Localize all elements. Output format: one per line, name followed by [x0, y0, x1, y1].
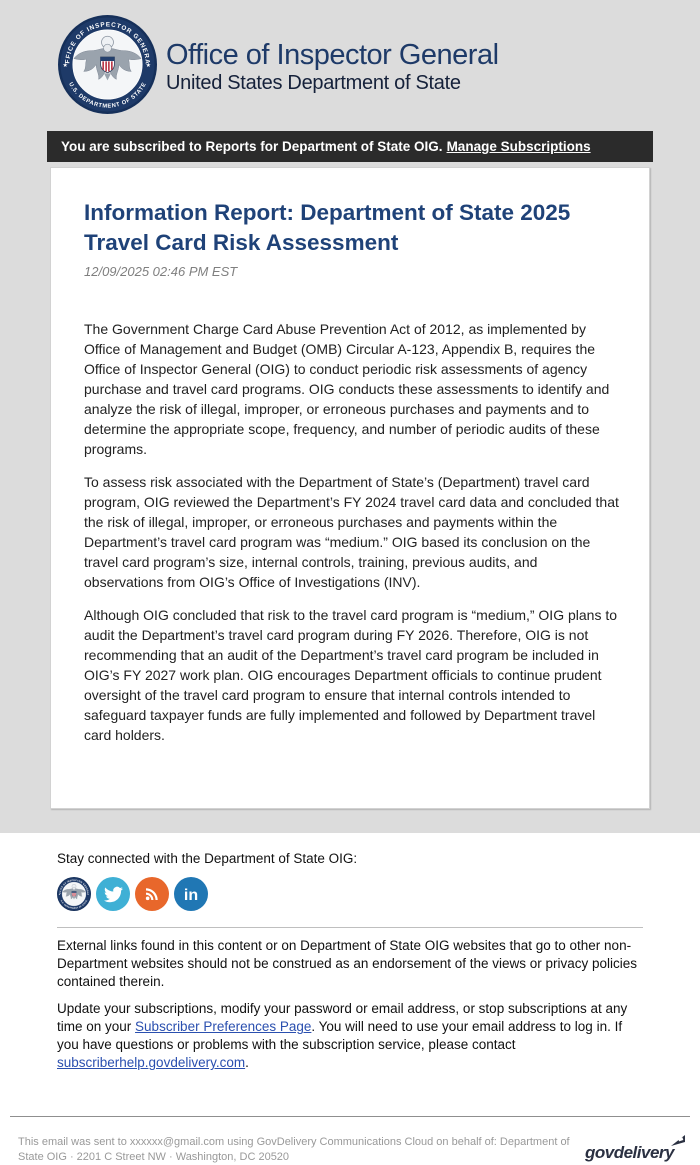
subscriber-preferences-link[interactable]: Subscriber Preferences Page	[135, 1019, 312, 1035]
org-subtitle: United States Department of State	[166, 72, 461, 95]
article-card	[50, 167, 650, 809]
connect-section	[0, 833, 700, 1072]
article-title: Information Report: Department of State 2025 Travel Card Risk Assessment	[84, 200, 571, 255]
linkedin-in-glyph	[174, 877, 208, 911]
subscription-help-paragraph	[57, 1000, 643, 1072]
state-oig-seal-glyph	[57, 877, 91, 911]
linkedin-icon[interactable]	[174, 877, 208, 911]
masthead-text	[166, 34, 499, 96]
sent-on-behalf-text: This email was sent to xxxxxx@gmail.com using GovDelivery Communications Cloud on behalf of: Department of State OIG · 2201 C Street NW · Washington, DC 20520	[18, 1136, 570, 1164]
govdelivery-logo[interactable]	[585, 1135, 684, 1163]
article-date: 12/09/2025 02:46 PM EST	[84, 264, 238, 280]
stay-connected-heading: Stay connected with the Department of State OIG:	[57, 851, 358, 867]
article-paragraph: The Government Charge Card Abuse Prevention Act of 2012, as implemented by Office of Management and Budget (OMB) Circular A-123, Appendix B, requires the Office of Inspector General (OIG) to conduct periodic risk assessments of agency purchase and travel card programs. OIG conducts these assessments to identify and analyze the risk of illegal, improper, or erroneous purchases and payments and to determine the appropriate scope, frequency, and number of periodic audits of these programs.	[84, 321, 610, 458]
manage-subscriptions-link[interactable]: Manage Subscriptions	[446, 139, 591, 154]
subscriber-help-link[interactable]: subscriberhelp.govdelivery.com	[57, 1055, 246, 1071]
state-oig-seal-logo	[58, 15, 157, 114]
subscription-text: You are subscribed to Reports for Department of State OIG.	[61, 139, 443, 154]
state-oig-seal-icon[interactable]	[57, 877, 91, 911]
article-paragraph: To assess risk associated with the Department of State’s (Department) travel card program, OIG reviewed the Department’s FY 2024 travel card data and concluded that the risk of illegal, improper, or erroneous purchases and payments within the Department’s travel card program was “medium.” OIG based its conclusion on the travel card program’s size, internal controls, training, previous audits, and observations from OIG’s Office of Investigations (INV).	[84, 474, 619, 591]
subscription-bar	[47, 131, 653, 162]
social-icons-row	[57, 877, 643, 911]
update-text: . You will need to use your email address to log in. If you have questions or problems with the subscription service, please contact	[57, 1019, 623, 1053]
external-links-disclaimer: External links found in this content or on Department of State OIG websites that go to other non-Department websites should not be construed as an endorsement of the views or privacy policies contained therein.	[57, 938, 638, 990]
article-body	[84, 319, 619, 745]
govdelivery-wordmark: govdelivery	[585, 1143, 674, 1163]
article-paragraph: Although OIG concluded that risk to the travel card program is “medium,” OIG plans to audit the Department’s travel card program during FY 2026. Therefore, OIG is not recommending that an audit of the Department’s travel card program be included in OIG’s FY 2027 work plan. OIG encourages Department officials to continue prudent oversight of the travel card program to ensure that internal controls intended to safeguard taxpayer funds are fully implemented and followed by Department travel card holders.	[84, 607, 618, 744]
rss-icon[interactable]	[135, 877, 169, 911]
twitter-icon[interactable]	[96, 877, 130, 911]
update-text: .	[245, 1055, 249, 1071]
svg-text:in: in	[183, 887, 199, 905]
update-text: Update your subscriptions, modify your password or email address, or stop subscriptions at any time on your	[57, 1001, 628, 1035]
disclaimer-block	[57, 937, 643, 1072]
rss-glyph	[143, 885, 161, 903]
org-name: Office of Inspector General	[166, 38, 499, 71]
email-footer	[0, 1116, 700, 1165]
divider	[57, 927, 643, 928]
masthead	[0, 0, 700, 114]
govdelivery-flag-icon	[670, 1135, 686, 1147]
twitter-bird-glyph	[104, 885, 123, 904]
